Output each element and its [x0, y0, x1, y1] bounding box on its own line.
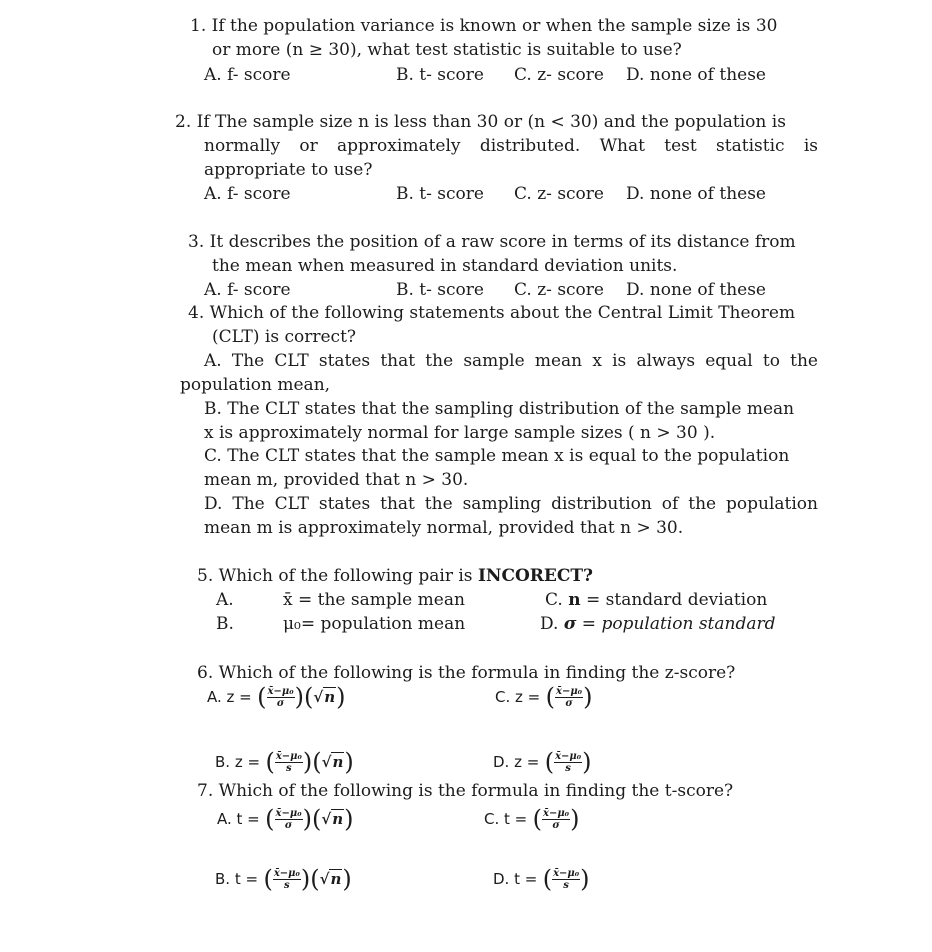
question-2-line-3: appropriate to use?	[204, 160, 373, 180]
q5-option-d-text: = population standard	[581, 614, 776, 634]
fraction: $\frac{\text{x̄−μ₀}}{s}$	[555, 751, 582, 774]
square-root: √n	[313, 688, 336, 706]
q4-option-d-line-2: mean m is approximately normal, provided that n > 30.	[204, 518, 684, 538]
fraction: $\frac{\text{x̄−μ₀}}{s}$	[275, 751, 302, 774]
q3-option-b: B. t- score	[396, 280, 484, 300]
q4-option-b-line-2: x is approximately normal for large sample sizes ( n > 30 ).	[204, 423, 716, 443]
q6-option-a: A. z = ( $\frac{\text{x̄−μ₀}}{\sigma}$ ) ( √n )	[207, 683, 346, 711]
question-3-line-2: the mean when measured in standard deviation units.	[212, 256, 678, 276]
question-5-stem-emphasis: INCORECT?	[477, 566, 594, 586]
q6-option-c-label: C. z =	[495, 688, 541, 706]
q5-option-b-text: μ₀= population mean	[283, 614, 466, 634]
fraction: $\frac{\text{x̄−μ₀}}{s}$	[553, 868, 580, 891]
q5-option-c-symbol: n	[568, 590, 581, 610]
square-root: √n	[321, 810, 344, 828]
q1-option-c: C. z- score	[514, 65, 604, 85]
question-2-line-2: normally or approximately distributed. What test statistic is	[204, 136, 818, 156]
q6-option-c: C. z = ( $\frac{\text{x̄−μ₀}}{\sigma}$ )	[495, 683, 593, 711]
q6-option-b: B. z = ( $\frac{\text{x̄−μ₀}}{s}$ ) ( √n )	[215, 748, 354, 776]
q6-option-d-label: D. z =	[493, 753, 540, 771]
fraction: $\frac{\text{x̄−μ₀}}{\sigma}$	[543, 808, 570, 831]
fraction: $\frac{\text{x̄−μ₀}}{\sigma}$	[275, 808, 302, 831]
q5-option-a-letter: A.	[216, 590, 234, 610]
q1-option-b: B. t- score	[396, 65, 484, 85]
question-1-line-2: or more (n ≥ 30), what test statistic is suitable to use?	[212, 40, 682, 60]
question-6-stem: 6. Which of the following is the formula in finding the z-score?	[197, 663, 736, 683]
square-root: √n	[319, 870, 342, 888]
q7-option-d-label: D. t =	[493, 870, 538, 888]
q5-option-d	[540, 613, 776, 636]
q6-option-a-label: A. z =	[207, 688, 252, 706]
question-4-line-1: 4. Which of the following statements about the Central Limit Theorem	[188, 303, 796, 323]
q4-option-c-line-1: C. The CLT states that the sample mean x is equal to the population	[204, 446, 790, 466]
q2-option-a: A. f- score	[204, 184, 291, 204]
q4-option-a-line-1: A. The CLT states that the sample mean x is always equal to the	[204, 351, 818, 371]
q7-option-c-label: C. t =	[484, 810, 528, 828]
q4-option-c-line-2: mean m, provided that n > 30.	[204, 470, 469, 490]
q6-option-d: D. z = ( $\frac{\text{x̄−μ₀}}{s}$ )	[493, 748, 592, 776]
fraction: $\frac{\text{x̄−μ₀}}{\sigma}$	[267, 686, 294, 709]
q5-option-c-letter: C.	[545, 590, 563, 610]
q2-option-d: D. none of these	[626, 184, 766, 204]
q5-option-a-text: x̄ = the sample mean	[283, 590, 465, 610]
q5-option-d-symbol: σ	[563, 614, 577, 634]
question-5-stem-text: 5. Which of the following pair is	[197, 566, 473, 586]
fraction: $\frac{\text{x̄−μ₀}}{s}$	[273, 868, 300, 891]
q3-option-c: C. z- score	[514, 280, 604, 300]
q5-option-c	[545, 589, 767, 612]
q7-option-a-label: A. t =	[217, 810, 260, 828]
q2-option-c: C. z- score	[514, 184, 604, 204]
square-root: √n	[321, 753, 344, 771]
q7-option-c: C. t = ( $\frac{\text{x̄−μ₀}}{\sigma}$ )	[484, 805, 580, 833]
question-4-line-2: (CLT) is correct?	[212, 327, 357, 347]
q1-option-d: D. none of these	[626, 65, 766, 85]
q2-option-b: B. t- score	[396, 184, 484, 204]
q4-option-a-line-2: population mean,	[180, 375, 331, 395]
question-1-line-1: 1. If the population variance is known or when the sample size is 30	[190, 16, 778, 36]
q5-option-b-letter: B.	[216, 614, 234, 634]
question-5-stem	[197, 565, 593, 588]
question-7-stem: 7. Which of the following is the formula in finding the t-score?	[197, 781, 734, 801]
question-2-line-1: 2. If The sample size n is less than 30 or (n < 30) and the population is	[175, 112, 786, 132]
q4-option-b-line-1: B. The CLT states that the sampling distribution of the sample mean	[204, 399, 795, 419]
fraction: $\frac{\text{x̄−μ₀}}{\sigma}$	[556, 686, 583, 709]
q7-option-d: D. t = ( $\frac{\text{x̄−μ₀}}{s}$ )	[493, 865, 590, 893]
q1-option-a: A. f- score	[204, 65, 291, 85]
q7-option-a: A. t = ( $\frac{\text{x̄−μ₀}}{\sigma}$ ) ( √n )	[217, 805, 354, 833]
question-3-line-1: 3. It describes the position of a raw score in terms of its distance from	[188, 232, 796, 252]
q4-option-d-line-1: D. The CLT states that the sampling distribution of the population	[204, 494, 818, 514]
q7-option-b: B. t = ( $\frac{\text{x̄−μ₀}}{s}$ ) ( √n )	[215, 865, 352, 893]
q5-option-c-text: = standard deviation	[586, 590, 768, 610]
q3-option-d: D. none of these	[626, 280, 766, 300]
q5-option-d-letter: D.	[540, 614, 559, 634]
q7-option-b-label: B. t =	[215, 870, 259, 888]
q3-option-a: A. f- score	[204, 280, 291, 300]
q6-option-b-label: B. z =	[215, 753, 261, 771]
